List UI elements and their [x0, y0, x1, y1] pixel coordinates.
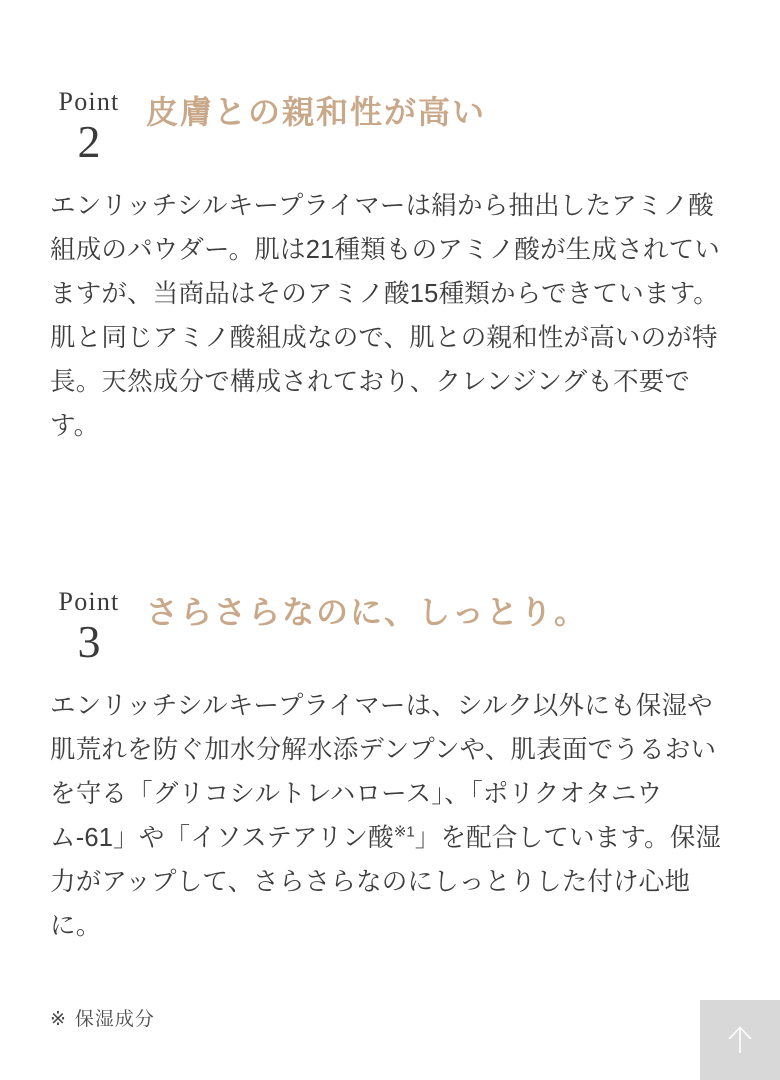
point-section-3 — [50, 566, 730, 974]
footnote-mark: ※ — [50, 1009, 67, 1030]
point-title: 皮膚との親和性が高い — [146, 93, 487, 130]
point-section-2 — [50, 66, 730, 474]
point-body-part2: 」を配合しています。保湿力がアップして、さらさらなのにしっとりした付け心地に。 — [50, 824, 722, 940]
point-number: 2 — [77, 116, 101, 168]
footnote-text: 保湿成分 — [74, 1009, 155, 1030]
arrow-up-icon — [720, 1020, 760, 1060]
point-header — [50, 66, 730, 167]
footnote — [50, 1004, 155, 1031]
point-label: Point — [58, 87, 120, 117]
point-marker — [50, 89, 128, 167]
back-to-top-button[interactable] — [700, 1000, 780, 1080]
point-header — [50, 566, 730, 667]
point-label: Point — [58, 587, 120, 617]
point-number: 3 — [77, 616, 101, 668]
point-marker — [50, 589, 128, 667]
footnote-reference: ※1 — [393, 823, 415, 841]
point-title: さらさらなのに、しっとり。 — [146, 593, 589, 630]
point-body-text: エンリッチシルキープライマーは絹から抽出したアミノ酸組成のパウダー。肌は21種類ものアミノ酸が生成されていますが、当商品はそのアミノ酸15種類からできています。肌と同じアミノ酸組成なので、肌との親和性が高いのが特長。天然成分で構成されており、クレンジングも不要です。 — [50, 192, 720, 440]
point-body-part1: エンリッチシルキープライマーは、シルク以外にも保湿や肌荒れを防ぐ加水分解水添デンプンや、肌表面でうるおいを守る「グリコシルトレハロース」、「ポリクオタニウム-61」や「イソステアリン酸 — [50, 692, 717, 853]
point-body-text — [50, 685, 730, 948]
